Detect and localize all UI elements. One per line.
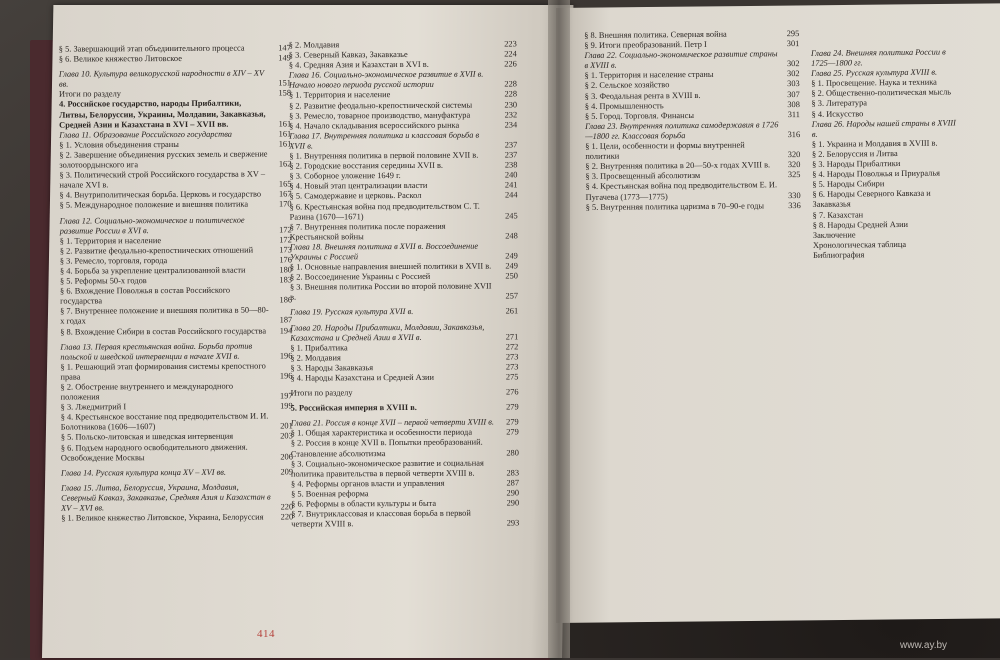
toc-entry-title: § 5. Международное положение и внешняя политика: [60, 200, 271, 211]
toc-entry-title: § 2. Городские восстания середины XVII в.: [289, 161, 496, 172]
toc-entry-title: § 2. Обострение внутреннего и международного положения: [61, 382, 272, 403]
toc-entry-title: § 4. Крестьянская война под предводительством Е. И. Пугачева (1773—1775): [586, 181, 780, 203]
toc-entry-title: Глава 13. Первая крестьянская война. Борьба против польской и шведской интервенции в начале XVII в.: [60, 341, 271, 362]
toc-entry-title: Итоги по разделу: [59, 89, 270, 100]
toc-entry-title: Глава 12. Социально-экономическое и политическое развитие России в XVI в.: [60, 215, 271, 236]
toc-entry-title: § 5. Народы Сибири: [812, 179, 963, 191]
toc-entry-title: § 6. Народы Северного Кавказа и Закавказья: [812, 189, 963, 211]
toc-page-number: 302: [778, 59, 799, 69]
toc-page-number: 248: [497, 231, 518, 241]
toc-page-number: 279: [498, 403, 519, 413]
toc-entry-title: § 2. Завершение объединения русских земель и свержение золотоордынского ига: [59, 149, 270, 170]
toc-entry-title: § 4. Борьба за укрепление централизованной власти: [60, 265, 271, 276]
toc-entry-title: § 4. Начало складывания всероссийского рынка: [289, 120, 496, 131]
toc-entry-title: § 2. Развитие феодально-крепостнических отношений: [60, 245, 271, 256]
toc-entry-title: § 6. Крестьянская война под предводительством С. Т. Разина (1670—1671): [290, 201, 497, 222]
toc-page-number: 206: [272, 452, 293, 462]
toc-page-number: 151: [270, 79, 291, 89]
watermark: www.ay.by: [900, 640, 947, 651]
toc-page-number: 149: [270, 53, 291, 63]
toc-entry-title: § 5. Город. Торговля. Финансы: [585, 110, 779, 122]
toc-page-number: 194: [271, 326, 292, 336]
toc-page-number: 234: [496, 120, 517, 130]
toc-page-number: 261: [497, 307, 518, 317]
toc-entry-title: § 2. Молдавия: [289, 40, 496, 51]
toc-entry-title: § 4. Средняя Азия и Казахстан в XVI в.: [289, 60, 496, 71]
toc-section: [60, 306, 292, 327]
toc-page-number: 280: [498, 448, 519, 458]
toc-entry-title: Глава 26. Народы нашей страны в XVIII в.: [812, 118, 963, 140]
toc-page-number: 226: [496, 60, 517, 70]
toc-page-number: 232: [496, 110, 517, 120]
toc-chapter: [585, 120, 800, 142]
toc-page-number: 228: [496, 90, 517, 100]
toc-section: [290, 282, 518, 303]
toc-entry-title: § 1. Территория и население: [60, 235, 271, 246]
toc-section: [586, 201, 801, 213]
toc-entry-title: § 2. Развитие феодально-крепостнической системы: [289, 100, 496, 111]
toc-section: [60, 361, 292, 382]
toc-page-number: 273: [497, 352, 518, 362]
toc-section: [291, 387, 519, 398]
toc-entry-title: § 2. Воссоединение Украины с Россией: [290, 272, 497, 283]
toc-section: [59, 53, 291, 64]
toc-part: [291, 403, 519, 414]
toc-section: [586, 180, 801, 202]
toc-entry-title: § 7. Внутренняя политика после поражения Крестьянской войны: [290, 221, 497, 242]
toc-chapter: [290, 322, 518, 343]
toc-page-number: 320: [779, 160, 800, 170]
toc-page-number: 241: [496, 181, 517, 191]
toc-column-right-1: [584, 29, 801, 213]
toc-entry-title: § 6. Великое княжество Литовское: [59, 54, 270, 65]
toc-entry-title: Итоги по разделу: [291, 388, 498, 399]
toc-chapter: [811, 47, 983, 69]
toc-section: [60, 286, 292, 307]
toc-page-number: 183: [271, 275, 292, 285]
toc-chapter: [61, 467, 293, 478]
toc-column-left-1: [59, 43, 294, 523]
toc-section: [813, 249, 985, 261]
toc-entry-title: Заключение: [813, 229, 964, 241]
toc-page-number: 275: [497, 372, 518, 382]
toc-page-number: 302: [779, 69, 800, 79]
toc-page-number: 201: [272, 422, 293, 432]
toc-entry-title: § 4. Реформы органов власти и управления: [291, 478, 498, 489]
toc-page-number: 276: [498, 387, 519, 397]
toc-entry-title: § 3. Северный Кавказ, Закавказье: [289, 50, 496, 61]
toc-page-number: 287: [498, 478, 519, 488]
toc-entry-title: § 6. Вхождение Поволжья в состав Российского государства: [60, 286, 271, 307]
toc-page-number: 240: [496, 171, 517, 181]
toc-chapter: [290, 307, 518, 318]
toc-entry-title: § 1. Условия объединения страны: [59, 139, 270, 150]
toc-page-number: 158: [270, 89, 291, 99]
toc-page-number: 283: [498, 468, 519, 478]
toc-entry-title: 5. Российская империя в XVIII в.: [291, 403, 498, 414]
toc-page-number: 172: [271, 225, 292, 235]
toc-entry-title: § 3. Политический строй Российского государства в XV – начале XVI в.: [59, 170, 270, 191]
toc-entry-title: § 3. Народы Прибалтики: [812, 158, 963, 170]
toc-page-number: 186: [271, 296, 292, 306]
toc-entry-title: § 1. Территория и население страны: [585, 70, 779, 82]
toc-page-number: 196: [271, 371, 292, 381]
toc-section: [291, 458, 519, 479]
toc-page-number: 220: [272, 502, 293, 512]
toc-entry-title: § 1. Территория и население: [289, 90, 496, 101]
toc-entry-title: § 5. Завершающий этап объединительного процесса: [59, 44, 270, 55]
toc-page-number: 199: [272, 402, 293, 412]
toc-page-number: 223: [496, 39, 517, 49]
toc-entry-title: § 3. Ремесло, торговля, города: [60, 255, 271, 266]
toc-page-number: 250: [497, 272, 518, 282]
toc-entry-title: § 1. Внутренняя политика в первой половине XVII в.: [289, 151, 496, 162]
toc-entry-title: § 6. Реформы в области культуры и быта: [291, 499, 498, 510]
toc-page-number: 228: [496, 80, 517, 90]
toc-page-number: 257: [497, 292, 518, 302]
toc-page-number: 316: [779, 130, 800, 140]
toc-entry-title: Хронологическая таблица: [813, 239, 964, 251]
toc-chapter: [584, 49, 799, 71]
toc-entry-title: § 1. Прибалтика: [290, 342, 497, 353]
book-gutter: [548, 0, 570, 658]
toc-chapter: [289, 70, 517, 91]
toc-page-number: 161: [270, 139, 291, 149]
toc-entry-title: § 5. Внутренняя политика царизма в 70–90-е годы: [586, 201, 780, 213]
toc-page-number: 161: [270, 119, 291, 129]
toc-chapter: [59, 69, 291, 90]
toc-page-number: 273: [497, 362, 518, 372]
toc-page-number: 238: [496, 161, 517, 171]
toc-entry-title: § 2. Молдавия: [290, 352, 497, 363]
toc-entry-title: § 8. Внешняя политика. Северная война: [584, 29, 778, 41]
toc-entry-title: § 9. Итоги преобразований. Петр I: [584, 39, 778, 51]
toc-entry-title: § 5. Реформы 50-х годов: [60, 276, 271, 287]
toc-section: [61, 412, 293, 433]
toc-entry-title: § 3. Социально-экономическое развитие и социальная политика правительства в первой четверти XVIII в.: [291, 458, 498, 479]
toc-chapter: [61, 482, 293, 513]
toc-entry-title: Глава 16. Социально-экономическое развитие в XVII в. Начало нового периода русской истории: [289, 70, 496, 91]
toc-entry-title: § 4. Внутриполитическая борьба. Церковь и государство: [60, 190, 271, 201]
toc-section: [61, 513, 293, 524]
toc-page-number: 295: [778, 29, 799, 39]
toc-page-number: 196: [271, 351, 292, 361]
toc-page-number: 279: [498, 418, 519, 428]
toc-entry-title: § 2. Внутренняя политика в 20—50-х годах XVIII в.: [585, 160, 779, 172]
toc-column-right-2: [811, 47, 985, 261]
toc-entry-title: Глава 25. Русская культура XVIII в.: [811, 68, 962, 80]
toc-page-number: 311: [779, 110, 800, 120]
toc-entry-title: § 3. Внешняя политика России во второй половине XVII в.: [290, 282, 497, 303]
page-number: 414: [257, 628, 275, 640]
toc-entry-title: § 6. Подъем народного освободительного движения. Освобождение Москвы: [61, 442, 272, 463]
toc-page-number: 237: [496, 150, 517, 160]
toc-entry-title: § 2. Россия в конце XVII в. Попытки преобразований. Становление абсолютизма: [291, 438, 498, 459]
toc-page-number: 170: [271, 200, 292, 210]
toc-section: [290, 221, 518, 242]
toc-page-number: 244: [497, 191, 518, 201]
toc-page-number: 165: [270, 180, 291, 190]
toc-page-number: 325: [779, 170, 800, 180]
toc-section: [290, 372, 518, 383]
toc-entry-title: § 8. Вхождение Сибири в состав Российского государства: [60, 326, 271, 337]
toc-page-number: 308: [779, 100, 800, 110]
toc-entry-title: Глава 19. Русская культура XVII в.: [290, 307, 497, 318]
toc-page-number: 303: [779, 80, 800, 90]
toc-page-number: 224: [496, 50, 517, 60]
toc-section: [61, 381, 293, 402]
toc-entry-title: § 3. Литература: [811, 98, 962, 110]
toc-page-number: 272: [497, 342, 518, 352]
toc-entry-title: § 1. Цели, особенности и формы внутренней политики: [585, 140, 779, 162]
toc-page-number: 293: [498, 519, 519, 529]
toc-entry-title: § 1. Основные направления внешней политики в XVII в.: [290, 262, 497, 273]
toc-entry-title: § 5. Военная реформа: [291, 488, 498, 499]
toc-entry-title: § 2. Общественно-политическая мысль: [811, 88, 962, 100]
toc-entry-title: Глава 17. Внутренняя политика и классовая борьба в XVII в.: [289, 130, 496, 151]
toc-chapter: [60, 341, 292, 362]
toc-page-number: 230: [496, 100, 517, 110]
toc-entry-title: 4. Российское государство, народы Прибалтики, Литвы, Белоруссии, Украины, Молдавии, Закавказья, Средней Азии и Казахстана в XVI – XVII вв.: [59, 99, 270, 130]
toc-entry-title: § 5. Самодержавие и церковь. Раскол: [290, 191, 497, 202]
toc-section: [291, 438, 519, 459]
toc-entry-title: § 3. Феодальная рента в XVIII в.: [585, 90, 779, 102]
toc-section: [59, 149, 291, 170]
toc-entry-title: § 4. Народы Казахстана и Средней Азии: [290, 373, 497, 384]
toc-entry-title: Библиография: [813, 249, 964, 261]
toc-entry-title: Глава 23. Внутренняя политика самодержавия в 1726—1800 гг. Классовая борьба: [585, 120, 779, 142]
toc-entry-title: § 4. Промышленность: [585, 100, 779, 112]
toc-entry-title: Глава 20. Народы Прибалтики, Молдавии, Закавказья, Казахстана и Средней Азии в XVII в.: [290, 322, 497, 343]
toc-page-number: 307: [779, 90, 800, 100]
toc-page-number: 320: [779, 150, 800, 160]
toc-page-number: 197: [272, 391, 293, 401]
toc-chapter: [812, 118, 984, 140]
toc-entry-title: Глава 15. Литва, Белоруссия, Украина, Молдавия, Северный Кавказ, Закавказье, Средняя Азия и Казахстан в XV – XVI вв.: [61, 482, 272, 513]
toc-entry-title: § 2. Белоруссия и Литва: [812, 148, 963, 160]
toc-page-number: 180: [271, 265, 292, 275]
toc-page-number: 249: [497, 251, 518, 261]
toc-entry-title: § 1. Великое княжество Литовское, Украина, Белоруссия: [61, 513, 272, 524]
toc-page-number: 173: [271, 245, 292, 255]
toc-page-number: 301: [778, 39, 799, 49]
toc-entry-title: § 3. Народы Закавказья: [290, 362, 497, 373]
toc-section: [290, 201, 518, 222]
toc-entry-title: § 3. Просвещенный абсолютизм: [585, 171, 779, 183]
toc-section: [61, 442, 293, 463]
toc-page-number: 162: [270, 159, 291, 169]
toc-section: [59, 170, 291, 191]
toc-chapter: [289, 130, 517, 151]
toc-entry-title: § 1. Просвещение. Наука и техника: [811, 78, 962, 90]
toc-page-number: 330: [780, 191, 801, 201]
toc-page-number: 161: [270, 129, 291, 139]
toc-chapter: [290, 241, 518, 262]
toc-part: [59, 99, 291, 130]
toc-page-number: 172: [271, 235, 292, 245]
toc-page-number: 209: [272, 467, 293, 477]
toc-entry-title: § 4. Крестьянское восстание под предводительством И. И. Болотникова (1606—1607): [61, 412, 272, 433]
toc-entry-title: Глава 21. Россия в конце XVII – первой четверти XVIII в.: [291, 418, 498, 429]
toc-entry-title: § 5. Польско-литовская и шведская интервенция: [61, 432, 272, 443]
toc-entry-title: Глава 22. Социально-экономическое развитие страны в XVIII в.: [584, 49, 778, 71]
toc-entry-title: § 2. Сельское хозяйство: [585, 80, 779, 92]
toc-entry-title: § 8. Народы Средней Азии: [813, 219, 964, 231]
toc-entry-title: § 1. Общая характеристика и особенности периода: [291, 428, 498, 439]
toc-entry-title: § 1. Украина и Молдавия в XVIII в.: [812, 138, 963, 150]
toc-page-number: 290: [498, 498, 519, 508]
toc-page-number: 336: [780, 201, 801, 211]
toc-page-number: 176: [271, 255, 292, 265]
toc-entry-title: § 4. Народы Поволжья и Приуралья: [812, 168, 963, 180]
toc-page-number: 237: [496, 140, 517, 150]
toc-entry-title: § 7. Внутриклассовая и классовая борьба в первой четверти XVIII в.: [291, 509, 498, 530]
toc-entry-title: § 7. Казахстан: [813, 209, 964, 221]
toc-entry-title: § 3. Ремесло, товарное производство, мануфактура: [289, 110, 496, 121]
toc-entry-title: Глава 11. Образование Российского государства: [59, 129, 270, 140]
toc-page-number: 203: [272, 432, 293, 442]
toc-entry-title: Глава 18. Внешняя политика в XVII в. Воссоединение Украины с Россией: [290, 241, 497, 262]
toc-section: [291, 509, 519, 530]
toc-entry-title: § 3. Лжедмитрий I: [61, 402, 272, 413]
toc-page-number: 245: [497, 211, 518, 221]
toc-page-number: 147: [270, 43, 291, 53]
toc-section: [60, 200, 292, 211]
toc-entry-title: § 3. Соборное уложение 1649 г.: [289, 171, 496, 182]
toc-entry-title: § 4. Искусство: [812, 108, 963, 120]
toc-page-number: 271: [497, 332, 518, 342]
toc-entry-title: Глава 14. Русская культура конца XV – XVI вв.: [61, 467, 272, 478]
toc-page-number: 279: [498, 428, 519, 438]
toc-page-number: 290: [498, 488, 519, 498]
toc-entry-title: § 1. Решающий этап формирования системы крепостного права: [60, 361, 271, 382]
toc-page-number: 187: [271, 316, 292, 326]
toc-entry-title: Глава 24. Внешняя политика России в 1725—1800 гг.: [811, 47, 962, 69]
toc-section: [812, 188, 984, 210]
toc-chapter: [60, 215, 292, 236]
toc-page-number: 167: [271, 190, 292, 200]
toc-column-left-2: [289, 39, 520, 529]
toc-entry-title: § 7. Внутреннее положение и внешняя политика в 50—80-х годах: [60, 306, 271, 327]
toc-section: [585, 140, 800, 162]
toc-entry-title: Глава 10. Культура великорусской народности в XIV – XV вв.: [59, 69, 270, 90]
toc-entry-title: § 4. Новый этап централизации власти: [289, 181, 496, 192]
toc-page-number: 249: [497, 261, 518, 271]
toc-page-number: 220: [272, 513, 293, 523]
toc-section: [60, 326, 292, 337]
